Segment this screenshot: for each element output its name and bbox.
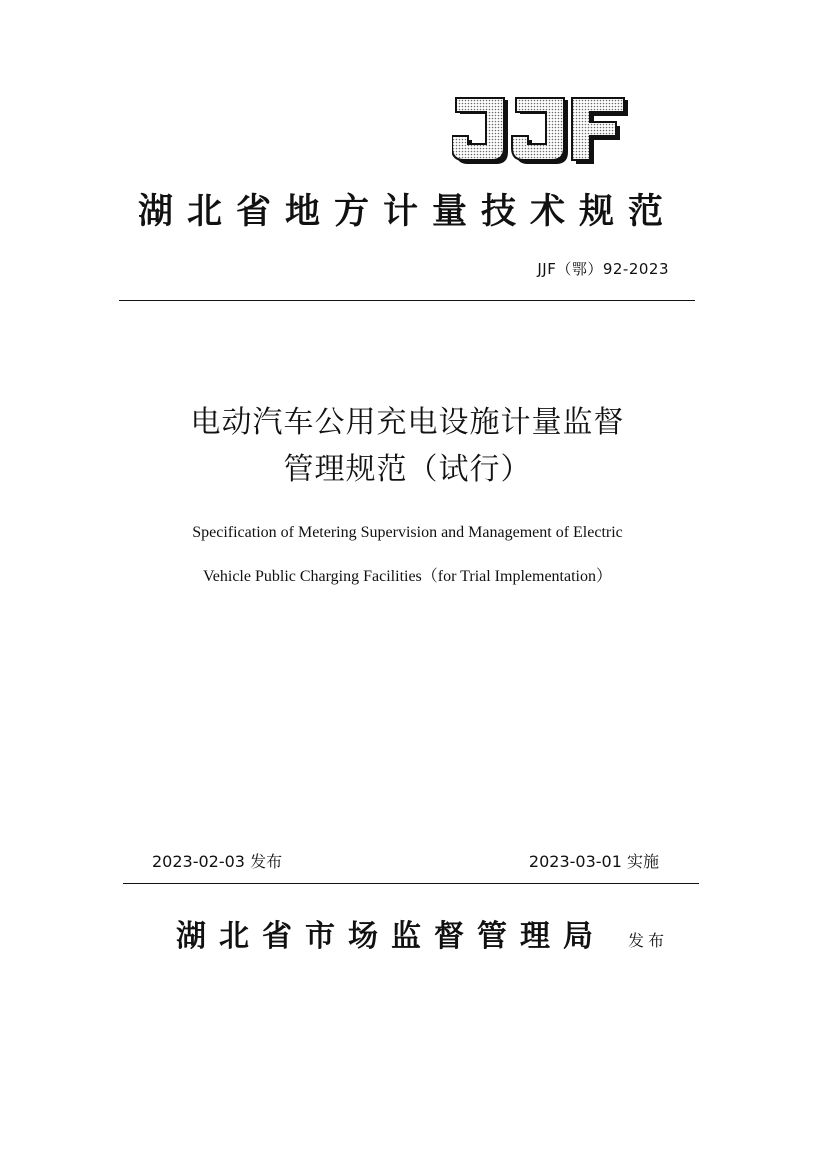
issuing-authority: 湖北省市场监督管理局 [176,919,606,954]
footer-divider [123,883,699,884]
logo-letter-j2 [512,98,568,164]
issue-date: 2023-02-03 发布 [152,852,283,871]
jjf-logo [452,96,630,168]
logo-letter-f [572,98,628,164]
chinese-title-line-2: 管理规范（试行） [283,452,532,487]
english-title-line-1: Specification of Metering Supervision and Management of Electric [192,524,623,541]
issuing-authority-suffix: 发布 [628,931,669,950]
document-number: JJF（鄂）92-2023 [537,260,669,278]
header-divider [119,300,695,301]
logo-letter-j1 [452,98,508,164]
chinese-title-line-1: 电动汽车公用充电设施计量监督 [190,405,625,440]
implementation-date: 2023-03-01 实施 [528,852,659,871]
series-title: 湖北省地方计量技术规范 [137,191,677,232]
english-title-line-2: Vehicle Public Charging Facilities（for Trial Implementation） [203,568,612,585]
